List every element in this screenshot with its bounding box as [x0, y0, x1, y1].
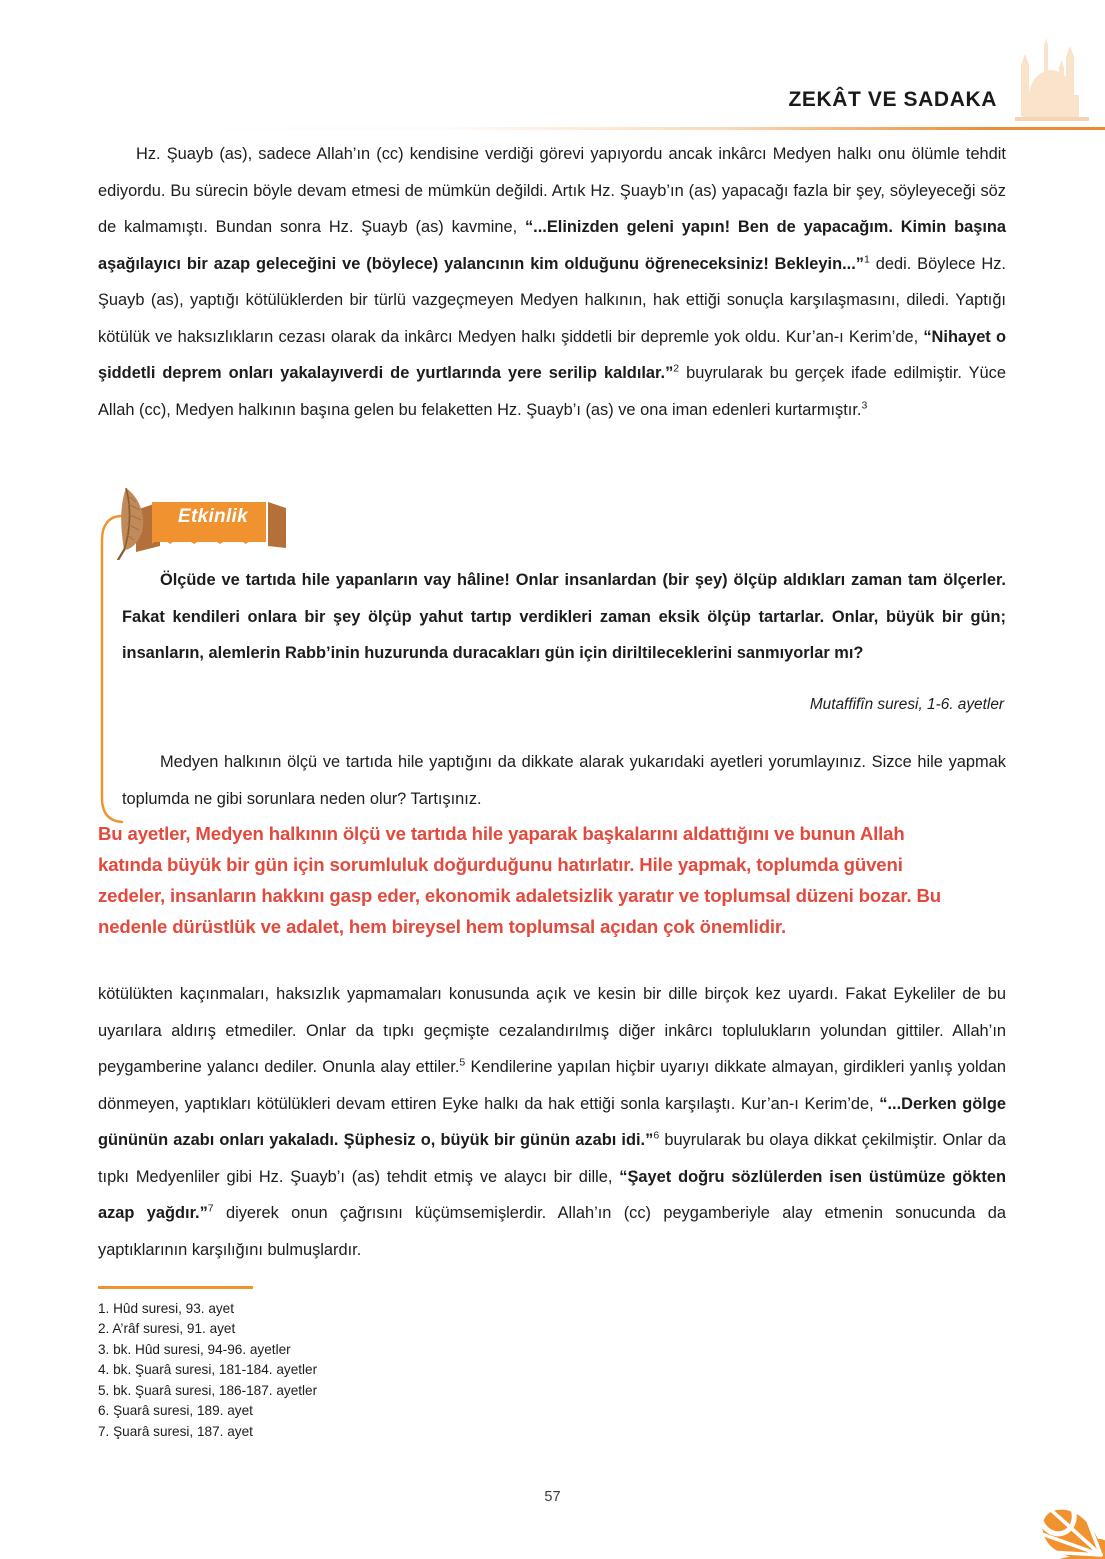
footnote-ref-6: 6: [653, 1129, 660, 1142]
activity-banner-label: Etkinlik: [178, 506, 248, 527]
p2-segment-4: diyerek onun çağrısını küçümsemişlerdir. Allah’ın (cc) peygamberiyle alay etmenin sonucunda da yaptıklarının karşılığını bulmuşlardır.: [98, 1204, 1006, 1259]
footnote-ref-5: 5: [459, 1056, 466, 1069]
mosque-silhouette-icon: [1005, 38, 1097, 124]
paragraph-2: [98, 976, 1006, 1268]
eyke-paragraph-block: [98, 976, 1006, 1268]
page-number: 57: [544, 1489, 561, 1505]
activity-left-bracket: [98, 514, 124, 824]
p2-segment-3: buyrularak bu olaya dikkat çekilmiştir. Onlar da tıpkı Medyenliler gibi Hz. Şuayb’ı (as) tehdit etmiş ve alaycı bir dille,: [98, 1131, 1006, 1186]
p1-segment-1: Hz. Şuayb (as), sadece Allah’ın (cc) kendisine verdiği görevi yapıyordu ancak inkârcı Medyen halkı onu ölümle tehdit ediyordu. Bu sürecin böyle devam etmesi de mümkün değildi. Artık Hz. Şuayb’ın (as) yapacağı fazla bir şey, söyleyeceği söz de kalmamıştı. Bundan sonra Hz. Şuayb (as) kavmine,: [98, 145, 1006, 236]
header-divider: [95, 127, 1105, 130]
floral-rosette-ornament: [975, 1435, 1105, 1559]
footnotes-block: [98, 1286, 698, 1443]
footnote-item: 6. Şuarâ suresi, 189. ayet: [98, 1403, 253, 1419]
footnote-ref-1: 1: [863, 253, 870, 266]
page-header: [0, 0, 1105, 132]
activity-citation: Mutaffifîn suresi, 1-6. ayetler: [809, 695, 1004, 713]
footnote-item: 3. bk. Hûd suresi, 94-96. ayetler: [98, 1341, 291, 1357]
activity-banner: [100, 484, 320, 560]
p1-quote-1: “...Elinizden geleni yapın! Ben de yapacağım. Kimin başına aşağılayıcı bir azap geleceğini ve (böylece) yalancının kim olduğunu öğreneceksiniz! Bekleyin...”: [98, 218, 1006, 273]
footnote-item: 1. Hûd suresi, 93. ayet: [98, 1300, 235, 1316]
footnote-item: 5. bk. Şuarâ suresi, 186-187. ayetler: [98, 1382, 318, 1398]
student-answer-text: Bu ayetler, Medyen halkının ölçü ve tartıda hile yaparak başkalarını aldattığını ve bunun Allah katında büyük bir gün için sorumluluk doğurduğunu hatırlatır. Hile yapmak, toplumda güveni zedeler, insanların hakkını gasp eder, ekonomik adaletsizlik yaratır ve toplumsal düzeni bozar. Bu nedenle dürüstlük ve adalet, hem bireysel hem toplumsal açıdan çok önemlidir.: [98, 823, 941, 937]
footnote-separator-rule: [98, 1286, 253, 1289]
p1-segment-2: dedi. Böylece Hz. Şuayb (as), yaptığı kötülüklerden bir türlü vazgeçmeyen Medyen halkının, hak ettiği sonuçla karşılaşmasını, diledi. Yaptığı kötülük ve haksızlıkların cezası olarak da inkârcı Medyen halkı şiddetli bir depremle yok oldu. Kur’an-ı Kerim’de,: [98, 254, 1006, 346]
activity-verse-block: [122, 562, 1006, 714]
student-answer-block: [98, 818, 948, 942]
footnote-ref-7: 7: [207, 1202, 214, 1215]
p1-quote-2: “Nihayet o şiddetli deprem onları yakalayıverdi de yurtlarında yere serilip kaldılar.”: [98, 327, 1006, 382]
intro-paragraph-block: [98, 136, 1006, 428]
footnote-item: 7. Şuarâ suresi, 187. ayet: [98, 1424, 253, 1440]
activity-task-block: [122, 744, 1006, 817]
p2-quote-2: “Şayet doğru sözlülerden isen üstümüze gökten azap yağdır.”: [98, 1167, 1006, 1222]
p2-segment-1: kötülükten kaçınmaları, haksızlık yapmamaları konusunda açık ve kesin bir dille birçok kez uyardı. Fakat Eykeliler de bu uyarılara aldırış etmediler. Onlar da tıpkı geçmişte cezalandırılmış diğer inkârcı toplulukların yolundan gittiler. Allah’ın peygamberine yalancı dediler. Onunla alay ettiler.: [98, 985, 1006, 1076]
p2-segment-2: Kendilerine yapılan hiçbir uyarıyı dikkate almayan, girdikleri yanlış yoldan dönmeyen, yaptıkları kötülükleri devam ettiren Eyke halkı da hak ettiği sonla karşılaştı. Kur’an-ı Kerim’de,: [98, 1058, 1006, 1113]
footnote-item: 4. bk. Şuarâ suresi, 181-184. ayetler: [98, 1362, 318, 1378]
footnote-ref-3: 3: [861, 399, 868, 412]
footnote-item: 2. A’râf suresi, 91. ayet: [98, 1321, 236, 1337]
p1-segment-3: buyrularak bu gerçek ifade edilmiştir. Yüce Allah (cc), Medyen halkının başına gelen bu felaketten Hz. Şuayb’ı (as) ve ona iman edenleri kurtarmıştır.: [98, 364, 1006, 419]
paragraph-1: [98, 136, 1006, 428]
p2-quote-1: “...Derken gölge gününün azabı onları yakaladı. Şüphesiz o, büyük bir günün azabı idi.”: [98, 1094, 1006, 1149]
activity-task-text: Medyen halkının ölçü ve tartıda hile yaptığını da dikkate alarak yukarıdaki ayetleri yorumlayınız. Sizce hile yapmak toplumda ne gibi sorunlara neden olur? Tartışınız.: [122, 753, 1006, 808]
activity-verse-text: Ölçüde ve tartıda hile yapanların vay hâline! Onlar insanlardan (bir şey) ölçüp aldıkları zaman tam ölçerler. Fakat kendileri onlara bir şey ölçüp yahut tartıp verdikleri zaman eksik ölçüp tartarlar. Onlar, büyük bir gün; insanların, alemlerin Rabb’inin huzurunda duracakları gün için diriltileceklerini sanmıyorlar mı?: [122, 571, 1006, 662]
footnote-ref-2: 2: [673, 362, 680, 375]
page-title: ZEKÂT VE SADAKA: [788, 88, 997, 111]
